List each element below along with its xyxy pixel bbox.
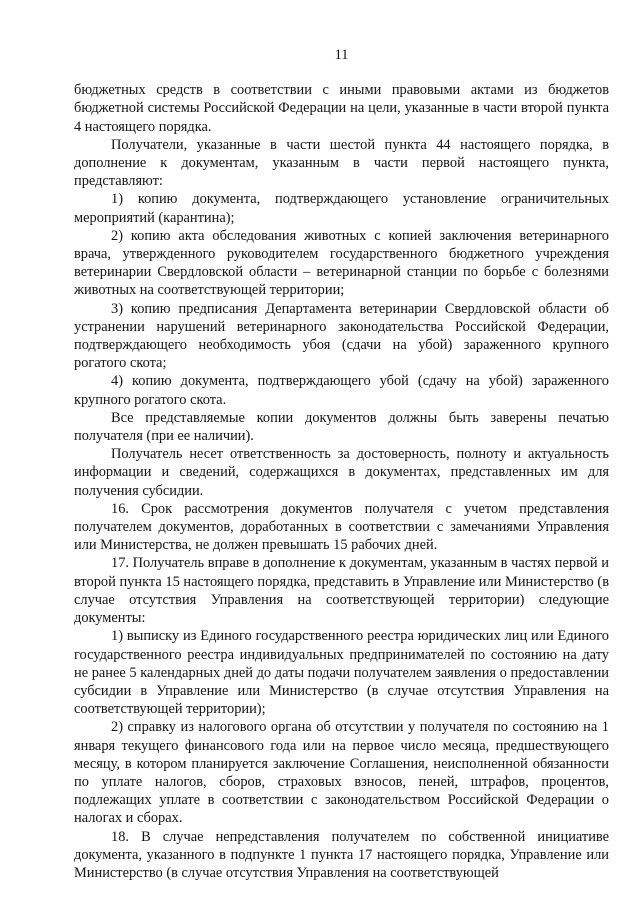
list-item-veterinary-order: 3) копию предписания Департамента ветеринарии Свердловской области об устранении нарушений ветеринарного законодательства Российской Федерации, подтверждающего необходимость убоя (сдачи на убой) зараженного крупного рогатого скота; [74, 300, 609, 372]
list-item-inspection-act: 2) копию акта обследования животных с копией заключения ветеринарного врача, утвержденного руководителем государственного бюджетного учреждения ветеринарии Свердловской области – ветеринарной станции по борьбе с болезнями животных на соответствующей территории; [74, 227, 609, 299]
list-item-tax-certificate: 2) справку из налогового органа об отсутствии у получателя по состоянию на 1 января текущего финансового года или на первое число месяца, предшествующего месяцу, в котором планируется заключение Соглашения, неисполненной обязанности по уплате налогов, сборов, страховых взносов, пеней, штрафов, процентов, подлежащих уплате в соответствии с законодательством Российской Федерации о налогах и сборах. [74, 719, 609, 827]
paragraph-certified-copies: Все представляемые копии документов должны быть заверены печатью получателя (при ее наличии). [74, 409, 609, 445]
list-item-quarantine-document: 1) копию документа, подтверждающего установление ограничительных мероприятий (карантина); [74, 191, 609, 226]
paragraph-responsibility: Получатель несет ответственность за достоверность, полноту и актуальность информации и сведений, содержащихся в документах, представленных им для получения субсидии. [74, 446, 609, 499]
paragraph-item-17: 17. Получатель вправе в дополнение к документам, указанным в частях первой и второй пункта 15 настоящего порядка, представить в Управление или Министерство (в случае отсутствия Управления на соответствующей территории) следующие документы: [74, 555, 609, 627]
page-number: 11 [334, 47, 349, 63]
paragraph-recipients-documents: Получатели, указанные в части шестой пункта 44 настоящего порядка, в дополнение к документам, указанным в части первой настоящего пункта, представляют: [74, 136, 609, 190]
paragraph-item-16: 16. Срок рассмотрения документов получателя с учетом представления получателем документов, доработанных в соответствии с замечаниями Управления или Министерства, не должен превышать 15 рабочих дней. [74, 500, 609, 554]
list-item-slaughter-document: 4) копию документа, подтверждающего убой (сдачу на убой) зараженного крупного рогатого скота. [74, 373, 609, 408]
paragraph-item-18: 18. В случае непредставления получателем по собственной инициативе документа, указанного в подпункте 1 пункта 17 настоящего порядка, Управление или Министерство (в случае отсутствия Управления на соответствующей [74, 828, 609, 881]
list-item-registry-extract: 1) выписку из Единого государственного реестра юридических лиц или Единого государственного реестра индивидуальных предпринимателей по состоянию на дату не ранее 5 календарных дней до даты подачи получателем заявления о предоставлении субсидии в Управление или Министерство (в случае отсутствия Управления на соответствующей территории); [74, 628, 609, 718]
paragraph-continuation: бюджетных средств в соответствии с иными правовыми актами из бюджетов бюджетной системы Российской Федерации на цели, указанные в части второй пункта 4 настоящего порядка. [74, 82, 609, 135]
